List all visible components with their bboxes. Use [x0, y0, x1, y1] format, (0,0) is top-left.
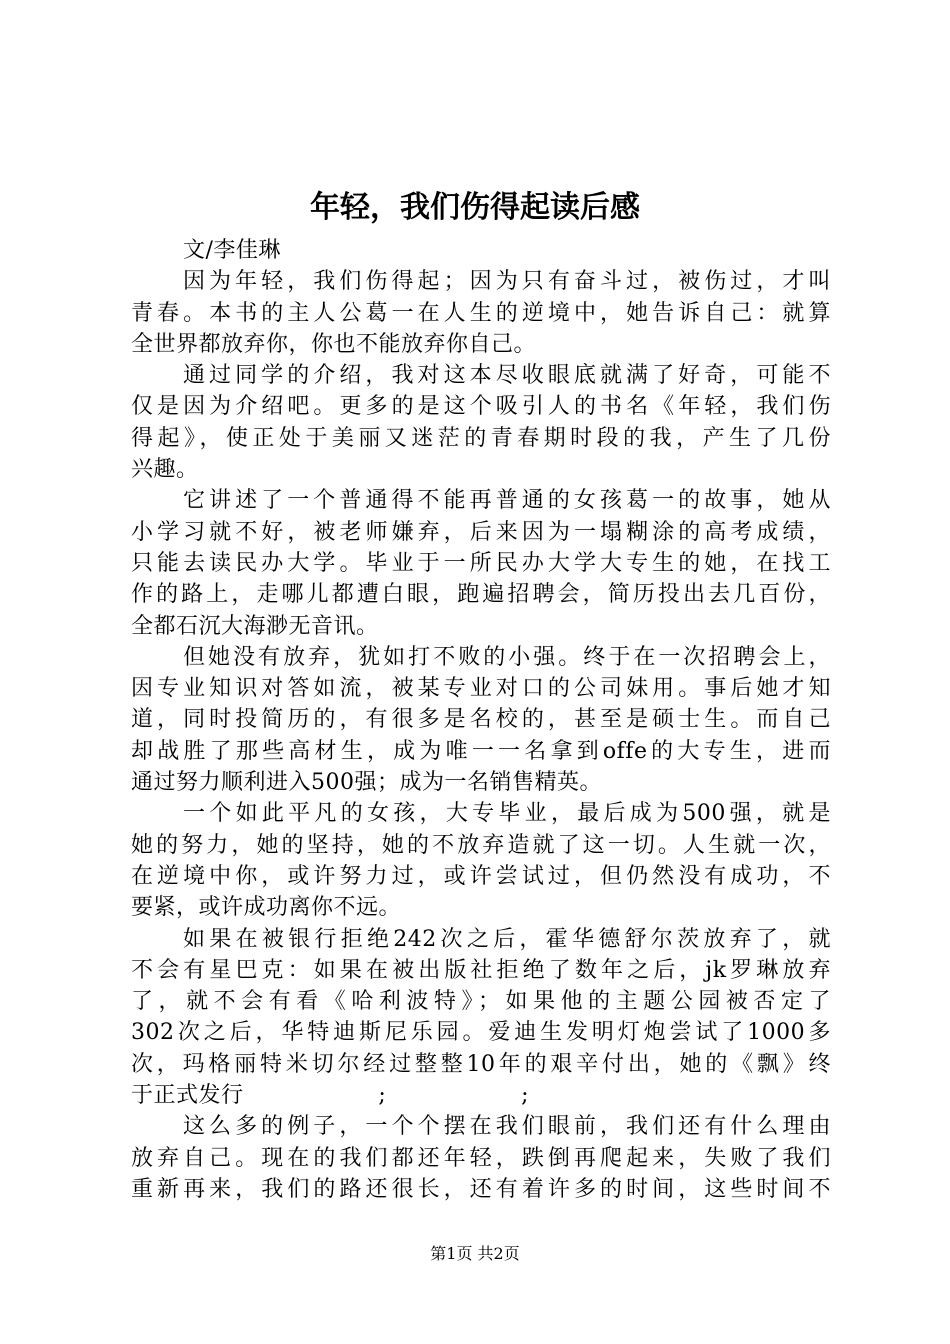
body-line: 却战胜了那些高材生，成为唯一一名拿到offe的大专生，进而: [131, 738, 831, 764]
body-line: 通过同学的介绍，我对这本尽收眼底就满了好奇，可能不: [183, 363, 831, 389]
body-line: 不会有星巴克：如果在被出版社拒绝了数年之后，jk罗琳放弃: [131, 957, 831, 983]
body-line: 通过努力顺利进入500强；成为一名销售精英。: [131, 770, 602, 796]
page-number: 第1页 共2页: [430, 1244, 520, 1263]
body-line: 302次之后，华特迪斯尼乐园。爱迪生发明灯炮尝试了1000多: [131, 1020, 831, 1046]
body-line: 仅是因为介绍吧。更多的是这个吸引人的书名《年轻，我们伤: [131, 394, 831, 420]
document-body: [131, 235, 831, 1205]
body-line: 小学习就不好，被老师嫌弃，后来因为一塌糊涂的高考成绩，: [131, 519, 831, 545]
body-line: 青春。本书的主人公葛一在人生的逆境中，她告诉自己：就算: [131, 300, 831, 326]
page-footer: [0, 1244, 950, 1264]
document-title: 年轻，我们伤得起读后感: [310, 190, 640, 225]
body-line: 在逆境中你，或许努力过，或许尝试过，但仍然没有成功，不: [131, 863, 831, 889]
body-line: 她的努力，她的坚持，她的不放弃造就了这一切。人生就一次，: [131, 832, 831, 858]
body-line: 因为年轻，我们伤得起；因为只有奋斗过，被伤过，才叫: [183, 269, 831, 295]
body-line: 得起》，使正处于美丽又迷茫的青春期时段的我，产生了几份: [131, 425, 831, 451]
body-line: 放弃自己。现在的我们都还年轻，跌倒再爬起来，失败了我们: [131, 1145, 831, 1171]
body-line: 于正式发行 ; ;: [131, 1083, 530, 1109]
body-line: 了，就不会有看《哈利波特》；如果他的主题公园被否定了: [131, 989, 831, 1015]
body-line: 如果在被银行拒绝242次之后，霍华德舒尔茨放弃了，就: [183, 926, 831, 952]
body-line: 兴趣。: [131, 457, 199, 483]
body-line: 全都石沉大海渺无音讯。: [131, 613, 379, 639]
body-line: 因专业知识对答如流，被某专业对口的公司妹用。事后她才知: [131, 676, 831, 702]
body-line: 重新再来，我们的路还很长，还有着许多的时间，这些时间不: [131, 1176, 831, 1202]
body-line: 只能去读民办大学。毕业于一所民办大学大专生的她，在找工: [131, 550, 831, 576]
body-line: 作的路上，走哪儿都遭白眼，跑遍招聘会，简历投出去几百份，: [131, 582, 831, 608]
body-line: 道，同时投简历的，有很多是名校的，甚至是硕士生。而自己: [131, 707, 831, 733]
body-line: 次，玛格丽特米切尔经过整整10年的艰辛付出，她的《飘》终: [131, 1051, 831, 1077]
author-line: 文/李佳琳: [183, 238, 281, 263]
body-line: 要紧，或许成功离你不远。: [131, 895, 402, 921]
body-line: 但她没有放弃，犹如打不败的小强。终于在一次招聘会上，: [183, 644, 831, 670]
body-line: 它讲述了一个普通得不能再普通的女孩葛一的故事，她从: [183, 488, 831, 514]
body-line: 一个如此平凡的女孩，大专毕业，最后成为500强，就是: [183, 801, 831, 827]
body-line: 这么多的例子，一个个摆在我们眼前，我们还有什么理由: [183, 1114, 831, 1140]
body-line: 全世界都放弃你，你也不能放弃你自己。: [131, 331, 537, 357]
